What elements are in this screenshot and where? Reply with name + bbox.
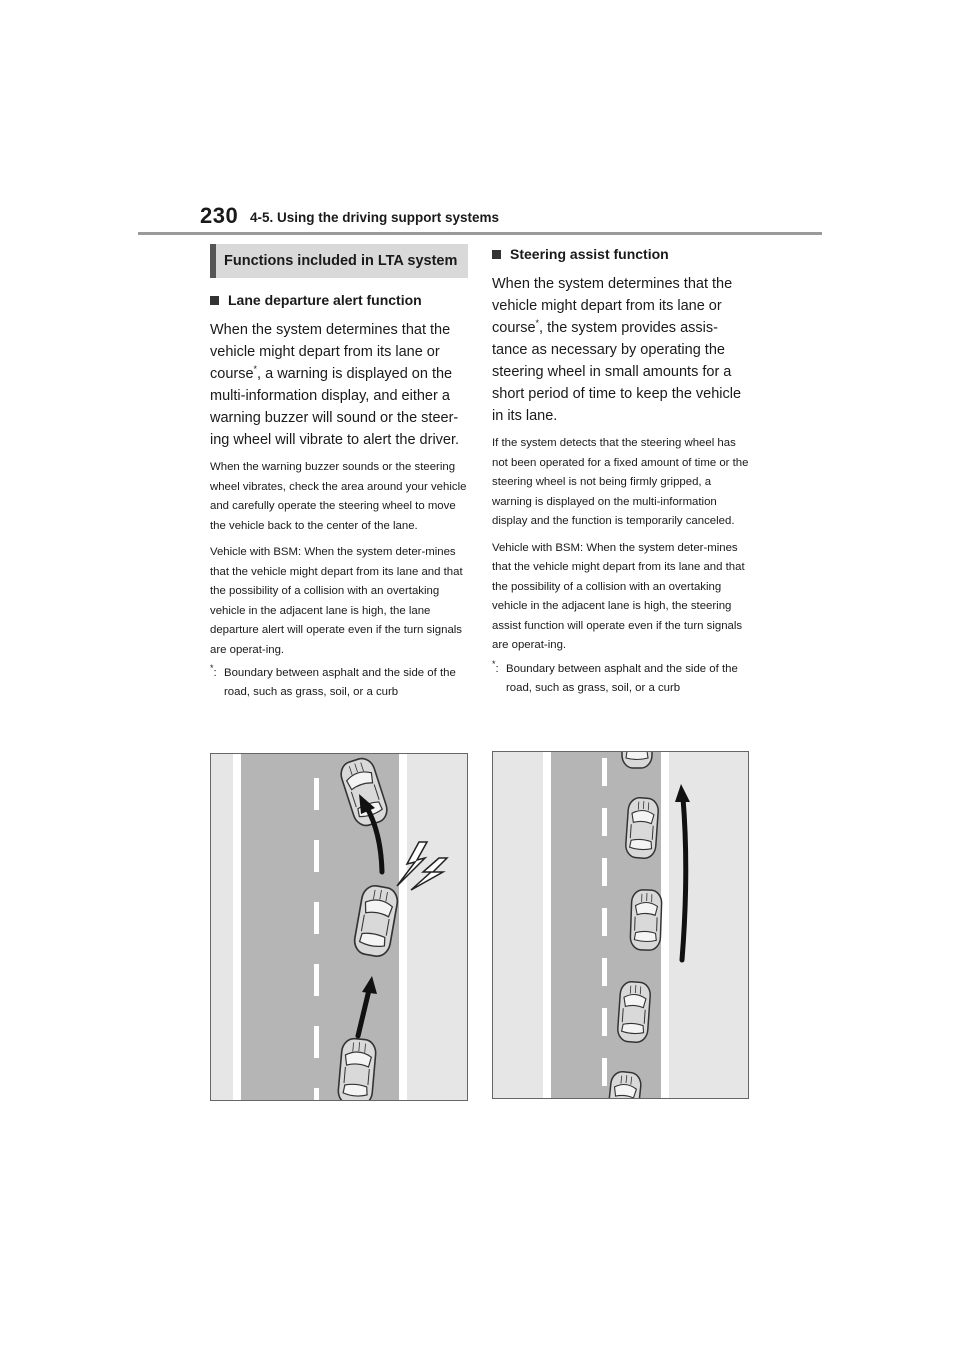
steering-assist-svg: [493, 752, 748, 1098]
car-icon: [625, 797, 659, 859]
car-icon: [617, 981, 651, 1043]
bsm-note: Vehicle with BSM: When the system deter-mines that the vehicle might depart from its lane and that the possibility of a collision with an overtaking vehicle in the adjacent lane is high, the lane departure alert will operate even if the turn signals are operat-ing.: [210, 546, 463, 656]
left-column: [210, 244, 468, 702]
lane-departure-body: [210, 319, 468, 451]
lane-departure-subhead: [210, 290, 468, 310]
lane-departure-svg: [211, 754, 467, 1100]
footnote-separator: :: [213, 667, 217, 679]
footnote: [492, 660, 750, 698]
section-title: 4-5. Using the driving support systems: [250, 210, 500, 225]
box-heading: Functions included in LTA system: [210, 244, 468, 278]
subhead-label: Steering assist function: [510, 246, 669, 262]
right-column: [492, 244, 750, 698]
footnote-text: Boundary between asphalt and the side of the road, such as grass, soil, or a curb: [506, 662, 738, 694]
body-text-part: When the system determines that the vehicle might depart from its lane or course: [210, 322, 451, 382]
steering-assist-subhead: [492, 244, 750, 264]
car-icon: [622, 752, 652, 768]
edge-line: [661, 752, 669, 1098]
edge-line: [233, 754, 241, 1100]
body-text-part: , the system provides assis-tance as necessary by operating the steering wheel in small amounts for a short period of time to keep the vehicle in its lane.: [492, 320, 742, 424]
steering-assist-illustration: [492, 751, 749, 1099]
footnote-ref: *: [253, 364, 258, 375]
steering-assist-body: [492, 273, 750, 427]
edge-line: [543, 752, 551, 1098]
footnote-ref: *: [535, 318, 540, 329]
footnote-mark: [210, 664, 224, 702]
page-number: 230: [200, 203, 239, 228]
square-bullet-icon: [492, 250, 501, 259]
bsm-note: Vehicle with BSM: When the system deter-mines that the vehicle might depart from its lane and that the possibility of a collision with an overtaking vehicle in the adjacent lane is high, the steering assist function will operate even if the turn signals are operat-ing.: [492, 541, 745, 651]
warning-note: When the warning buzzer sounds or the steering wheel vibrates, check the area around your vehicle and carefully operate the steering wheel to move the vehicle back to the center of the lane.: [210, 461, 467, 532]
square-bullet-icon: [210, 296, 219, 305]
footnote-mark: [492, 660, 506, 698]
page-header: [200, 203, 822, 233]
body-text-part: When the system determines that the vehicle might depart from its lane or course: [492, 276, 733, 336]
edge-line: [399, 754, 407, 1100]
car-icon: [337, 1038, 377, 1100]
footnote-asterisk: *: [210, 663, 214, 674]
footnote: [210, 664, 468, 702]
car-icon: [630, 889, 662, 950]
subhead-label: Lane departure alert function: [228, 292, 422, 308]
footnote-text: Boundary between asphalt and the side of the road, such as grass, soil, or a curb: [224, 667, 456, 698]
header-rule: [138, 232, 822, 235]
body-text-part: , a warning is displayed on the multi-information display, and either a warning buzzer will sound or the steer-ing wheel will vibrate to alert the driver.: [210, 366, 460, 448]
footnote-separator: :: [495, 662, 499, 675]
lane-departure-illustration: [210, 753, 468, 1101]
grip-warning-note: If the system detects that the steering wheel has not been operated for a fixed amount of time or the steering wheel is not being firmly gripped, a warning is displayed on the multi-information display and the function is temporarily canceled.: [492, 437, 749, 527]
footnote-asterisk: *: [492, 658, 496, 669]
